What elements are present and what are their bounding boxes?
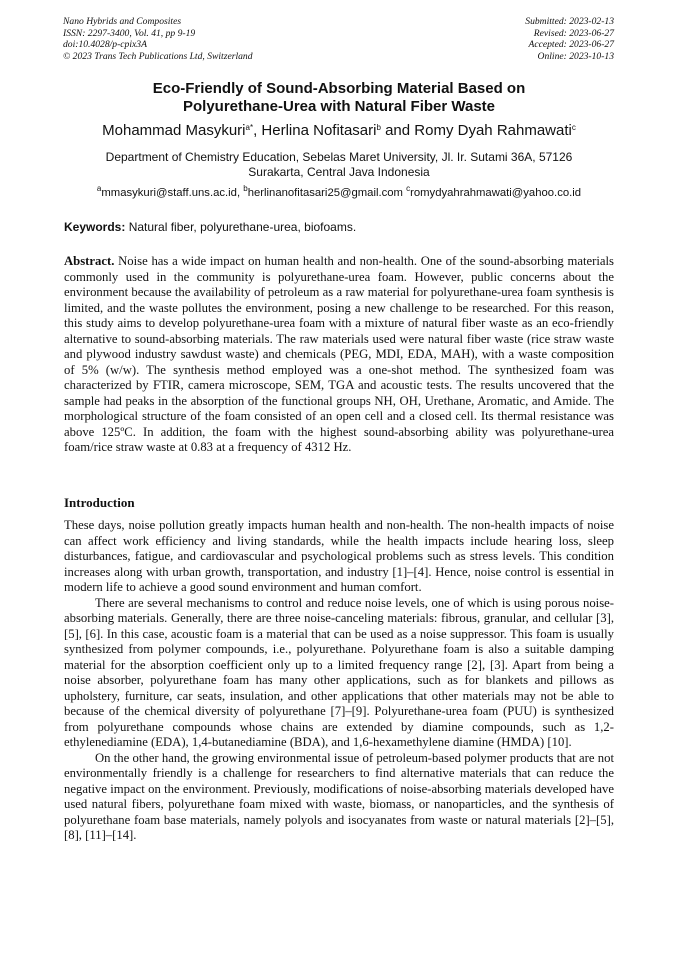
paper-title — [60, 80, 618, 116]
author-emails — [40, 186, 638, 200]
email-b[interactable]: herlinanofitasari25@gmail.com — [247, 187, 403, 199]
author-2: Herlina Nofitasari — [261, 122, 377, 139]
email-a[interactable]: mmasykuri@staff.uns.ac.id, — [101, 187, 241, 199]
abstract — [64, 254, 614, 456]
accepted-date: Accepted: 2023-06-27 — [528, 39, 614, 51]
journal-info — [63, 16, 253, 62]
email-c-sup: c — [406, 184, 411, 193]
keywords-label: Keywords: — [64, 220, 126, 234]
intro-paragraph-3: On the other hand, the growing environmental issue of petroleum-based polymer products that are not environmentally friendly is a challenge for researchers to find alternative materials that can reduce the negative impact on the environment. Previously, modifications of noise-absorbing materials developed have used natural fibers, polyurethane foam mixed with waste, biomass, or nanoparticles, and the synthesis of polyurethane foam base materials, namely polyols and isocyanates from waste or natural materials [2]–[5], [8], [11]–[14]. — [64, 750, 614, 842]
journal-name: Nano Hybrids and Composites — [63, 16, 182, 27]
publication-dates — [525, 16, 614, 62]
doi: doi:10.4028/p-cpix3A — [63, 39, 147, 51]
intro-paragraph-1: These days, noise pollution greatly impacts human health and non-health. The non-health impacts of noise can affect work efficiency and living standards, while the health impacts include hearing loss, sleep disturbances, fatigue, and cardiovascular and psychological problems such as stress levels. This condition increases along with urban growth, transportation, and industry [1]–[4]. Hence, noise control is essential in modern life to achieve a good sound environment and human comfort. — [64, 518, 614, 594]
keywords — [64, 220, 614, 235]
affiliation-line-1: Department of Chemistry Education, Sebelas Maret University, Jl. Ir. Sutami 36A, 57126 — [105, 150, 573, 164]
keywords-text: Natural fiber, polyurethane-urea, biofoams. — [128, 220, 357, 234]
introduction-heading: Introduction — [64, 495, 135, 510]
intro-paragraph-2: There are several mechanisms to control and reduce noise levels, one of which is using porous noise-absorbing materials. Generally, there are three noise-canceling materials: fibrous, granular, and cellular [3], [5], [6]. In this case, acoustic foam is a material that can be used as a noise suppressor. This foam is usually synthesized from polymer compounds, i.e., polyurethane. Polyurethane foam is also a suitable damping material for the absorption coefficient only up to a limited frequency range [2], [3]. Apart from being a noise absorber, polyurethane foam has many other applications, such as for blankets and pillows as upholstery, furniture, car seats, insulation, and other applications that other materials may not be able to because of the chemical diversity of polyurethane [7]–[9]. Polyurethane-urea foam (PUU) is synthesized from polyurethane compounds whose chains are extended by diamine compounds, such as 1,2-ethylenediamine (EDA), 1,4-butanediamine (BDA), and 1,6-hexamethylene diamine (HMDA) [10]. — [64, 595, 614, 749]
author-3-sup: c — [571, 123, 576, 132]
author-list: Mohammad Masykuri$^{a*}$, Herlina Nofitasari$^b$ and Romy Dyah Rahmawati$^c$ — [102, 122, 576, 139]
affiliation-line-2: Surakarta, Central Java Indonesia — [248, 165, 430, 179]
email-b-sup: b — [243, 184, 248, 193]
author-3: Romy Dyah Rahmawati — [414, 122, 572, 139]
issn: ISSN: 2297-3400, Vol. 41, pp 9-19 — [63, 27, 196, 39]
author-1: Mohammad Masykuri — [102, 122, 246, 139]
abstract-label: Abstract. — [64, 254, 115, 268]
copyright: © 2023 Trans Tech Publications Ltd, Switzerland — [63, 50, 253, 62]
title-line-1: Eco-Friendly of Sound-Absorbing Material Based on — [152, 80, 526, 97]
revised-date: Revised: 2023-06-27 — [533, 27, 614, 39]
title-line-2: Polyurethane-Urea with Natural Fiber Waste — [182, 98, 495, 115]
affiliation — [60, 150, 618, 180]
abstract-text: Noise has a wide impact on human health and non-health. One of the sound-absorbing materials commonly used in the community is polyurethane-urea foam. However, public concerns about the environment because the availability of petroleum as a raw material for polyurethane-urea foam synthesis is limited, and the waste pollutes the environment, posing a new challenge to be researched. For this reason, this study aims to develop polyurethane-urea foam with a mixture of natural fiber waste as an eco-friendly alternative to sound-absorbing materials. The raw materials used were natural fiber waste (rice straw waste and plywood industry sawdust waste) and chemicals (PEG, MDI, EDA, MAH), with a waste composition of 5% (w/w). The synthesis method employed was a one-shot method. The synthesized foam was characterized by FTIR, camera microscope, SEM, TGA and acoustic tests. The results uncovered that the sample had peaks in the absorption of the functional groups NH, OH, Urethane, Aromatic, and Amide. The morphological structure of the foam consisted of an open cell and a closed cell. Its thermal resistance was above 125ºC. In addition, the foam with the highest sound-absorbing ability was polyurethane-urea foam/rice straw waste at 0.83 at a frequency of 4312 Hz. — [64, 254, 614, 454]
author-1-sup: a* — [245, 123, 254, 132]
introduction-body — [64, 518, 614, 844]
submitted-date: Submitted: 2023-02-13 — [525, 16, 614, 27]
email-a-sup: a — [96, 184, 102, 193]
online-date: Online: 2023-10-13 — [537, 50, 614, 62]
email-c[interactable]: romydyahrahmawati@yahoo.co.id — [410, 187, 582, 199]
author-2-sup: b — [376, 123, 381, 132]
